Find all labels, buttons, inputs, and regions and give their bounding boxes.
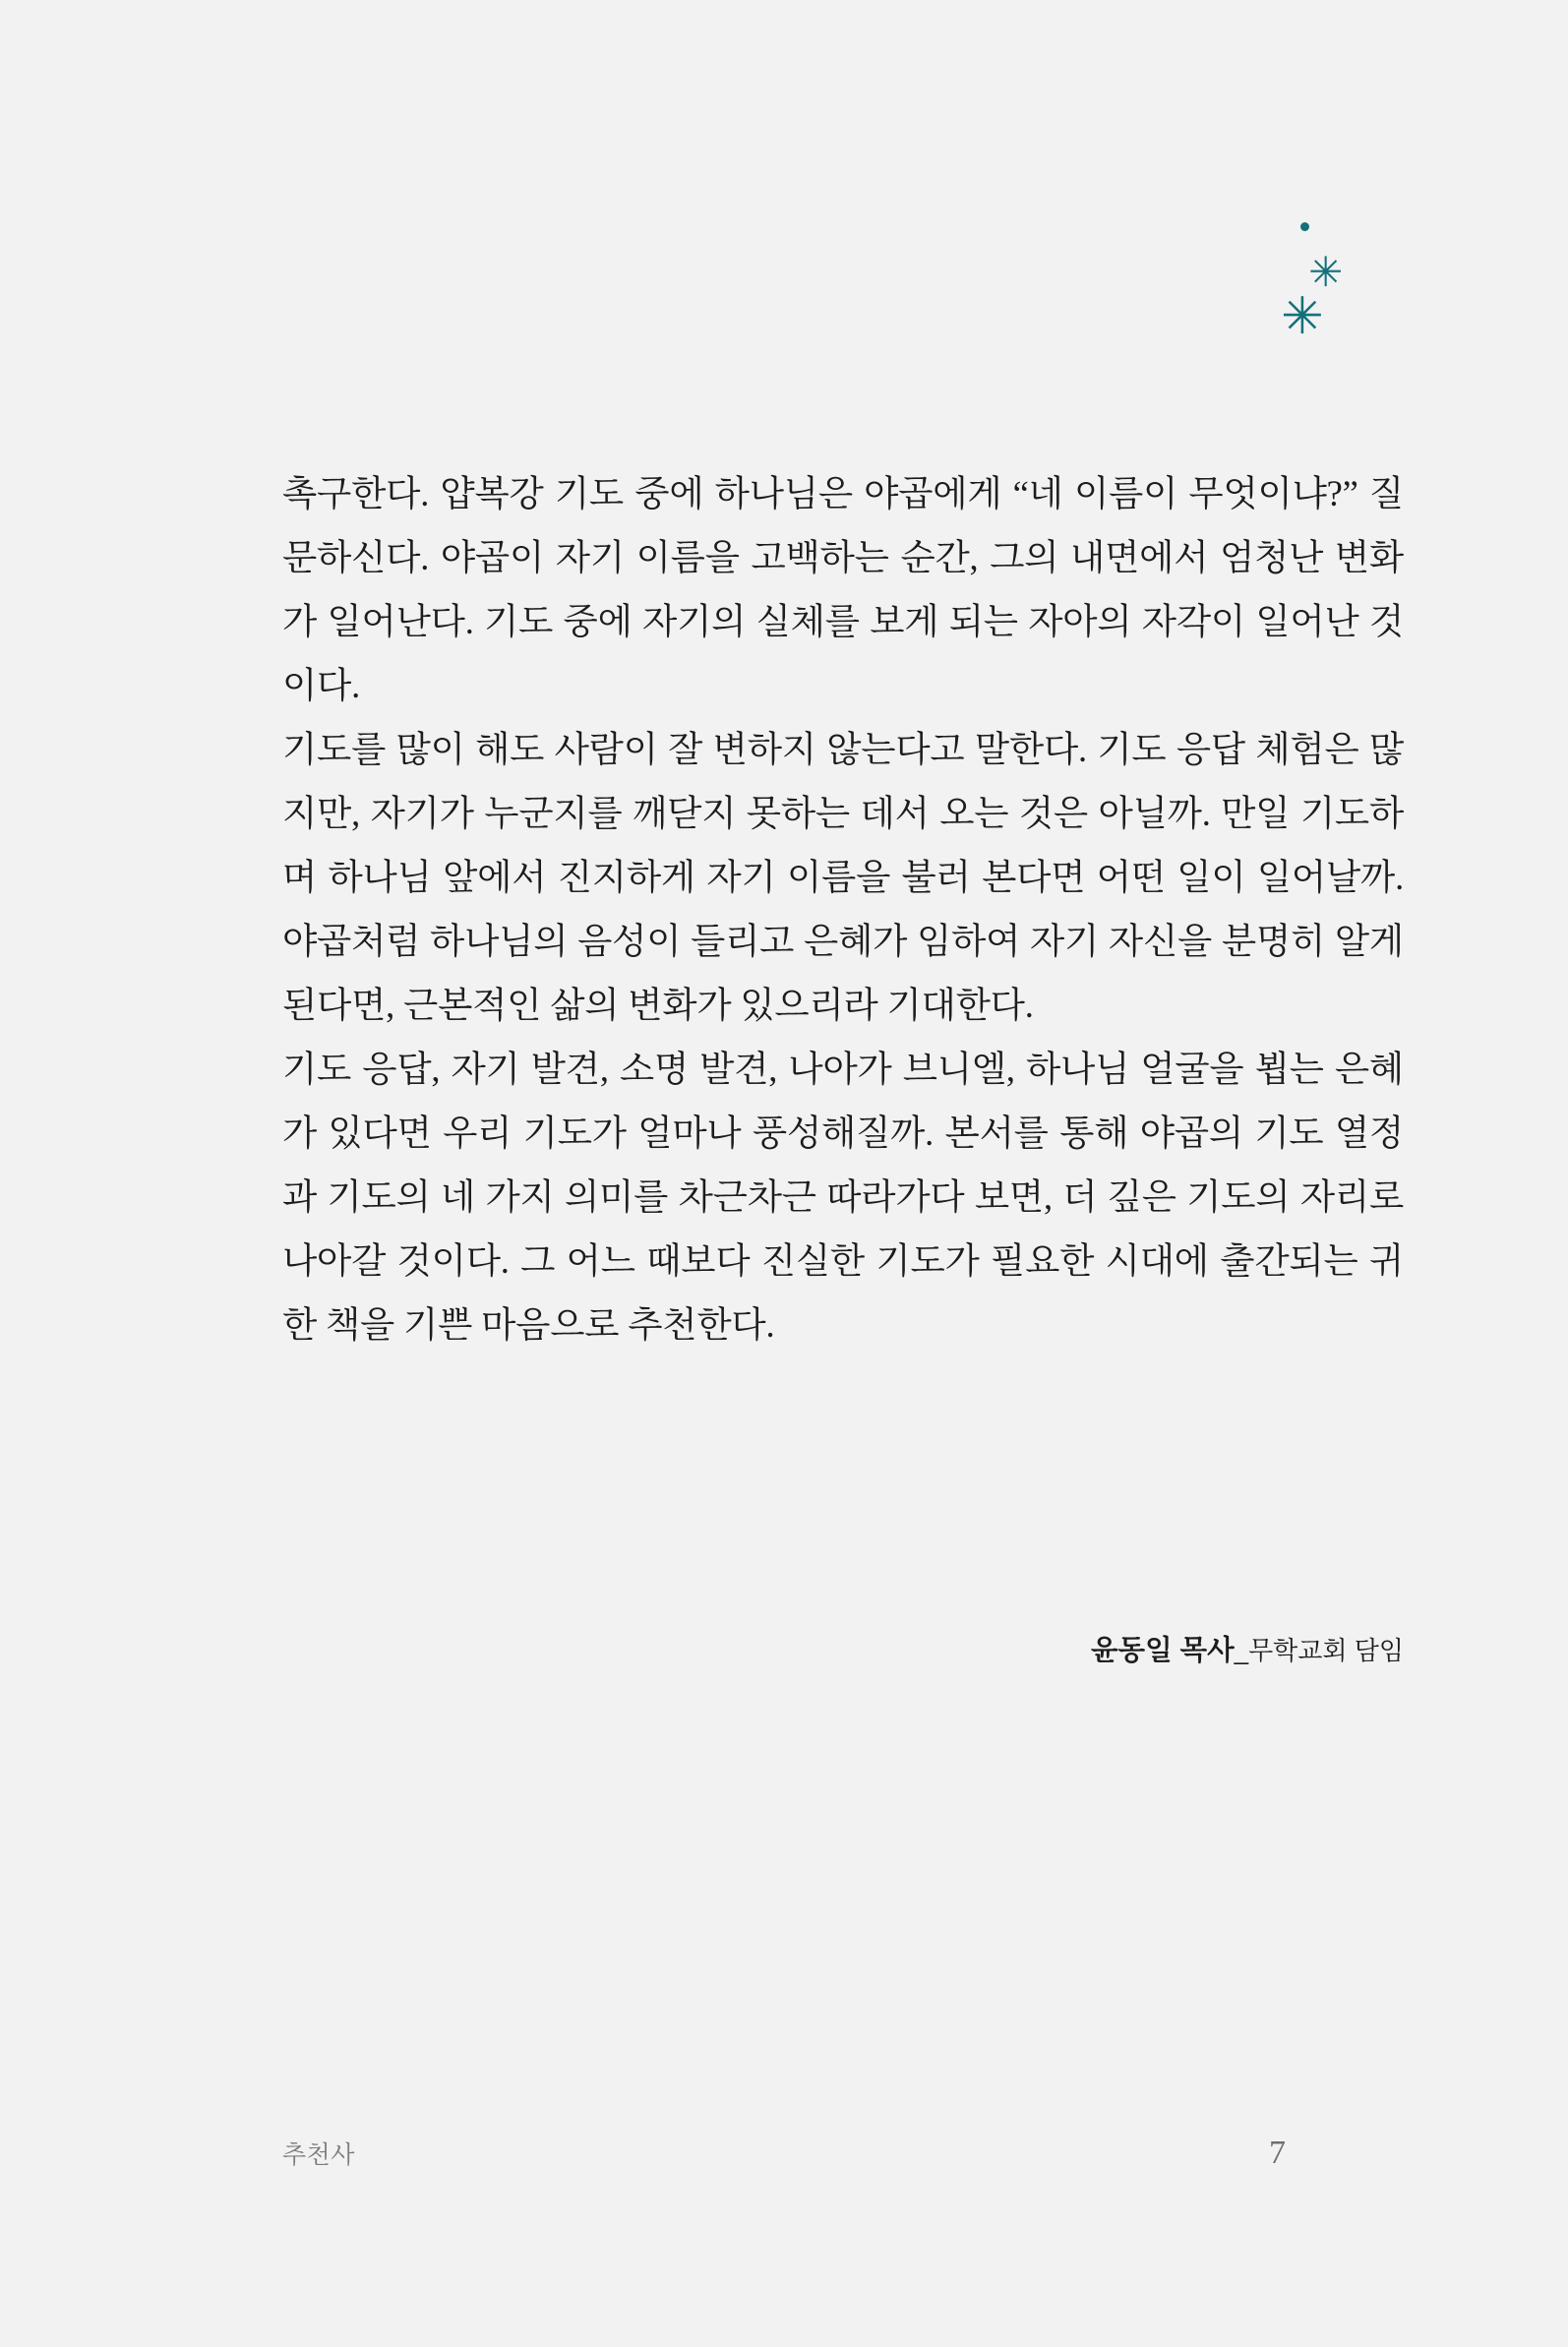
page-footer [282,2135,1286,2172]
paragraph: 촉구한다. 얍복강 기도 중에 하나님은 야곱에게 “네 이름이 무엇이냐?” 질문하신다. 야곱이 자기 이름을 고백하는 순간, 그의 내면에서 엄청난 변화가 일어난다. 기도 중에 자기의 실체를 보게 되는 자아의 자각이 일어난 것이다. [282,473,1404,705]
footer-section-label: 추천사 [282,2141,355,2169]
sparkle-large-icon: ✳ [1281,287,1324,346]
page-number: 7 [1269,2135,1286,2171]
attribution [282,1628,1404,1668]
dot-icon [1300,222,1309,231]
decorative-sparkle-ornament [1224,207,1361,364]
author-affiliation: _무학교회 담임 [1234,1636,1404,1665]
sparkle-small-icon: ✳ [1308,248,1344,296]
author-name: 윤동일 목사 [1091,1635,1235,1666]
paragraph: 기도 응답, 자기 발견, 소명 발견, 나아가 브니엘, 하나님 얼굴을 뵙는 은혜가 있다면 우리 기도가 얼마나 풍성해질까. 본서를 통해 야곱의 기도 열정과 기도의 네 가지 의미를 차근차근 따라가다 보면, 더 깊은 기도의 자리로 나아갈 것이다. 그 어느 때보다 진실한 기도가 필요한 시대에 출간되는 귀한 책을 기쁜 마음으로 추천한다. [282,1048,1404,1345]
body-text [282,462,1404,1357]
paragraph: 기도를 많이 해도 사람이 잘 변하지 않는다고 말한다. 기도 응답 체험은 많지만, 자기가 누군지를 깨닫지 못하는 데서 오는 것은 아닐까. 만일 기도하며 하나님 앞에서 진지하게 자기 이름을 불러 본다면 어떤 일이 일어날까. 야곱처럼 하나님의 음성이 들리고 은혜가 임하여 자기 자신을 분명히 알게 된다면, 근본적인 삶의 변화가 있으리라 기대한다. [282,728,1404,1025]
